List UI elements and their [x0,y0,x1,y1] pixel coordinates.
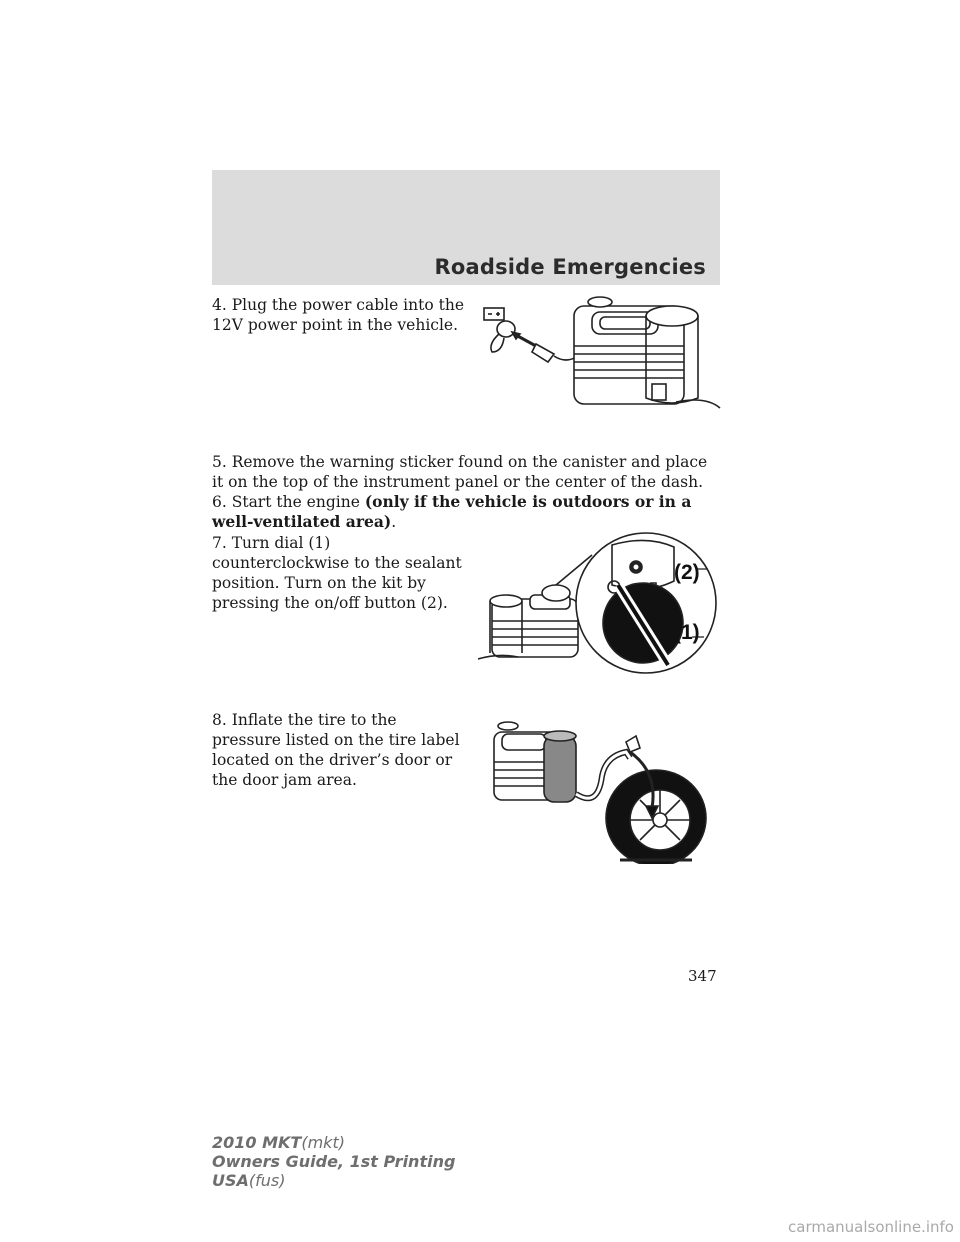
footer-market: USA [212,1171,249,1190]
sealant-canister [544,736,576,802]
step-6-prefix: 6. Start the engine [212,493,365,511]
footer-model: 2010 MKT [212,1133,302,1152]
dial-and-button-illustration [478,525,726,675]
step-6-suffix: . [391,513,397,531]
step-7-text: 7. Turn dial (1) counterclockwise to the sealant position. Turn on the kit by pressing the on/off button (2). [212,534,462,612]
watermark-link[interactable]: carmanualsonline.info [788,1218,954,1236]
power-plug-illustration [476,286,726,416]
battery-icon [484,308,504,320]
footer-model-code: (mkt) [301,1133,345,1152]
footer [212,1133,455,1190]
step-6-warning: (only if the vehicle is outdoors or in a well-ventilated area) [212,492,692,531]
dial-highlight [542,585,570,601]
step-8-text: 8. Inflate the tire to the pressure listed on the tire label located on the driver’s door or the door jam area. [212,711,460,789]
callout-1-label: (1) [674,621,700,644]
tire-inflation-illustration [480,712,720,864]
footer-printing: Owners Guide, 1st Printing [212,1152,456,1171]
section-header-band [212,170,720,285]
step-4-text: 4. Plug the power cable into the 12V power point in the vehicle. [212,296,464,334]
footer-market-code: (fus) [248,1171,286,1190]
power-point-icon [497,321,515,337]
page-number: 347 [688,967,717,985]
step-5-text: 5. Remove the warning sticker found on the canister and place it on the top of the instrument panel or the center of the dash. [212,453,708,491]
callout-2-label: (2) [674,561,700,584]
section-title: Roadside Emergencies [434,255,706,279]
